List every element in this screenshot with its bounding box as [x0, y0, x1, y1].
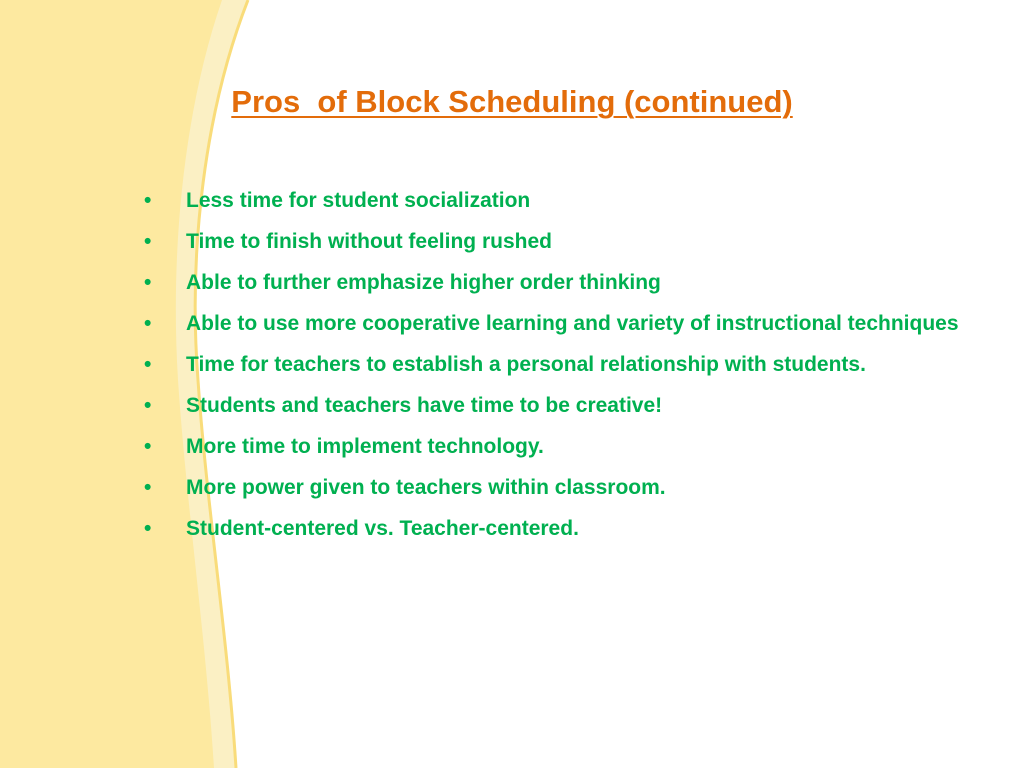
list-item [142, 430, 972, 464]
bullet-icon: • [144, 476, 152, 499]
bullet-text: Able to further emphasize higher order thinking [186, 271, 661, 294]
slide-title: Pros of Block Scheduling (continued) [231, 84, 793, 119]
bullet-icon: • [144, 394, 152, 417]
bullet-text: Less time for student socialization [186, 189, 531, 212]
bullet-text: Time to finish without feeling rushed [186, 230, 552, 253]
bullet-icon: • [144, 517, 152, 540]
list-item [142, 348, 972, 382]
bullet-text: More time to implement technology. [186, 435, 544, 458]
list-item [142, 266, 972, 300]
list-item [142, 471, 972, 505]
bullet-icon: • [144, 271, 152, 294]
list-item [142, 184, 972, 218]
bullet-icon: • [144, 230, 152, 253]
bullet-text: Student-centered vs. Teacher-centered. [186, 517, 579, 540]
bullet-list [142, 184, 972, 553]
bullet-icon: • [144, 312, 152, 335]
bullet-text: Students and teachers have time to be creative! [186, 394, 663, 417]
bullet-icon: • [144, 353, 152, 376]
bullet-text: Able to use more cooperative learning and variety of instructional techniques [186, 312, 959, 335]
bullet-icon: • [144, 435, 152, 458]
list-item [142, 389, 972, 423]
bullet-text: More power given to teachers within classroom. [186, 476, 666, 499]
list-item [142, 512, 972, 546]
list-item [142, 225, 972, 259]
list-item [142, 307, 972, 341]
bullet-text: Time for teachers to establish a personal relationship with students. [186, 353, 866, 376]
bullet-icon: • [144, 189, 152, 212]
